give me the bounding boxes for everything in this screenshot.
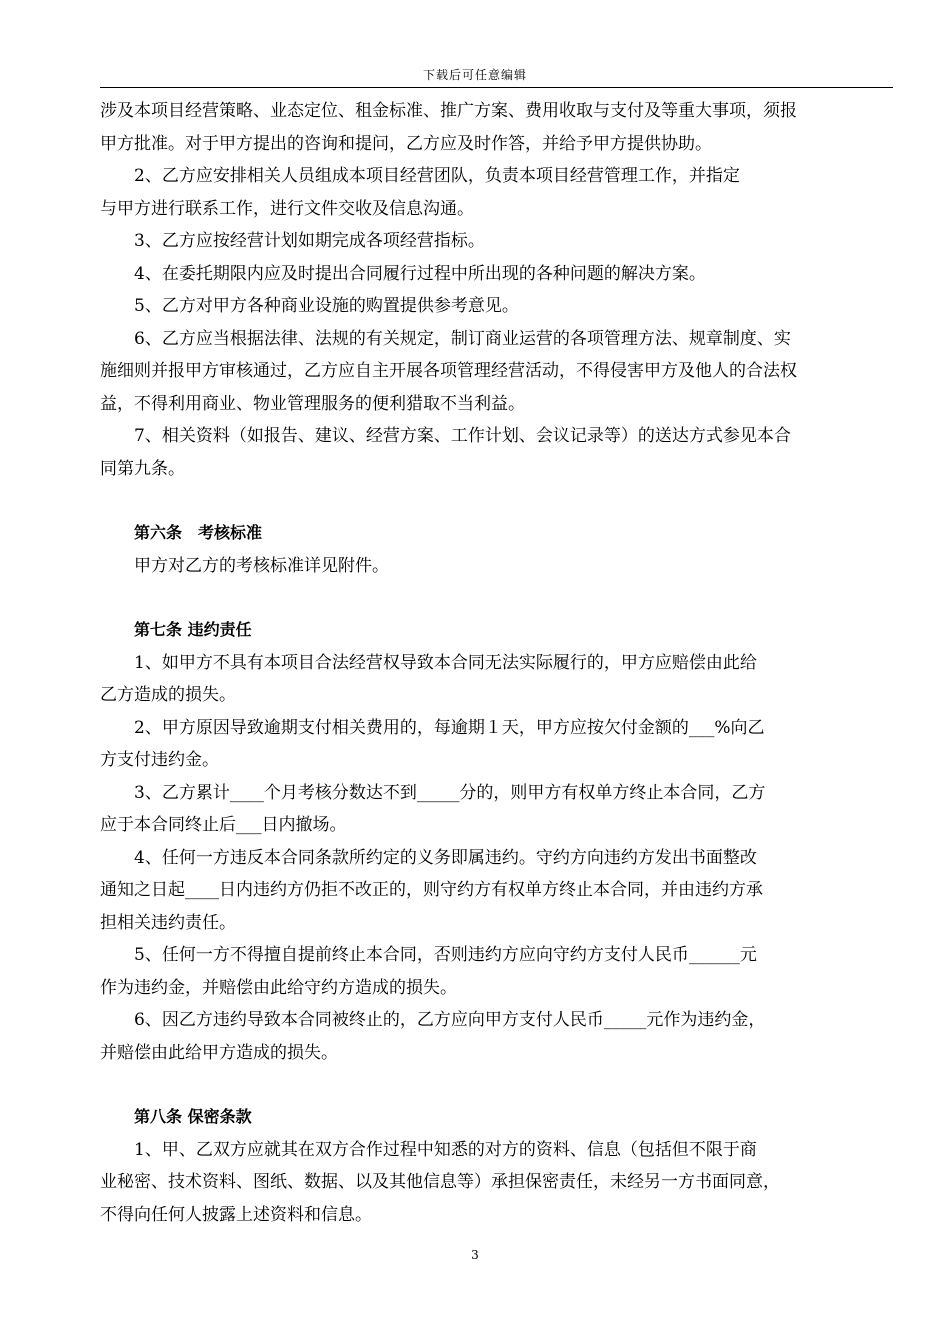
paragraph-line: 5、任何一方不得擅自提前终止本合同，否则违约方应向守约方支付人民币______元 (134, 945, 757, 965)
paragraph-line: 益，不得利用商业、物业管理服务的便利猎取不当利益。 (100, 393, 525, 414)
paragraph-line: 业秘密、技术资料、图纸、数据、以及其他信息等）承担保密责任，未经另一方书面同意， (100, 1172, 780, 1192)
paragraph-line: 3、乙方累计____个月考核分数达不到_____分的，则甲方有权单方终止本合同，乙方 (134, 782, 766, 803)
paragraph-line: 方支付违约金。 (100, 750, 219, 770)
paragraph-line: 施细则并报甲方审核通过，乙方应自主开展各项管理经营活动，不得侵害甲方及他人的合法权 (100, 361, 797, 381)
page-number: 3 (471, 1248, 479, 1262)
page-header: 下载后可任意编辑 (422, 68, 527, 82)
paragraph-line: 涉及本项目经营策略、业态定位、租金标准、推广方案、费用收取与支付及等重大事项，须报 (100, 101, 797, 121)
paragraph-line: 同第九条。 (100, 458, 185, 479)
section-spacer (100, 1069, 893, 1101)
paragraph-line: 4、在委托期限内应及时提出合同履行过程中所出现的各种问题的解决方案。 (134, 263, 706, 284)
paragraph-line: 作为违约金，并赔偿由此给守约方造成的损失。 (100, 977, 457, 998)
section-spacer (100, 485, 893, 517)
section-spacer (100, 582, 893, 614)
article-heading: 第六条 考核标准 (134, 523, 263, 542)
paragraph-line: 甲方对乙方的考核标准详见附件。 (134, 555, 389, 576)
paragraph-line: 通知之日起____日内违约方仍拒不改正的，则守约方有权单方终止本合同，并由违约方承 (100, 880, 763, 900)
paragraph-line: 乙方造成的损失。 (100, 685, 236, 705)
paragraph-line: 4、任何一方违反本合同条款所约定的义务即属违约。守约方向违约方发出书面整改 (134, 847, 757, 868)
paragraph-line: 7、相关资料（如报告、建议、经营方案、工作计划、会议记录等）的送达方式参见本合 (134, 426, 791, 446)
paragraph-line: 应于本合同终止后___日内撤场。 (100, 815, 347, 835)
paragraph-line: 1、甲、乙双方应就其在双方合作过程中知悉的对方的资料、信息（包括但不限于商 (134, 1139, 757, 1160)
paragraph-line: 与甲方进行联系工作，进行文件交收及信息沟通。 (100, 198, 474, 219)
paragraph-line: 并赔偿由此给甲方造成的损失。 (100, 1042, 338, 1063)
article-heading: 第七条 违约责任 (134, 620, 252, 639)
paragraph-line: 不得向任何人披露上述资料和信息。 (100, 1204, 372, 1225)
paragraph-line: 1、如甲方不具有本项目合法经营权导致本合同无法实际履行的，甲方应赔偿由此给 (134, 652, 757, 673)
paragraph-line: 6、因乙方违约导致本合同被终止的，乙方应向甲方支付人民币_____元作为违约金， (134, 1010, 766, 1030)
header-divider (100, 87, 893, 88)
paragraph-line: 2、乙方应安排相关人员组成本项目经营团队，负责本项目经营管理工作，并指定 (134, 166, 740, 186)
paragraph-line: 担相关违约责任。 (100, 912, 236, 933)
paragraph-line: 3、乙方应按经营计划如期完成各项经营指标。 (134, 231, 485, 251)
paragraph-line: 2、甲方原因导致逾期支付相关费用的，每逾期１天，甲方应按欠付金额的___%向乙 (134, 717, 765, 738)
paragraph-line: 5、乙方对甲方各种商业设施的购置提供参考意见。 (134, 296, 519, 316)
article-heading: 第八条 保密条款 (134, 1107, 252, 1126)
paragraph-line: 6、乙方应当根据法律、法规的有关规定，制订商业运营的各项管理方法、规章制度、实 (134, 328, 791, 349)
document-body (100, 95, 893, 1231)
paragraph-line: 甲方批准。对于甲方提出的咨询和提问，乙方应及时作答，并给予甲方提供协助。 (100, 133, 712, 154)
